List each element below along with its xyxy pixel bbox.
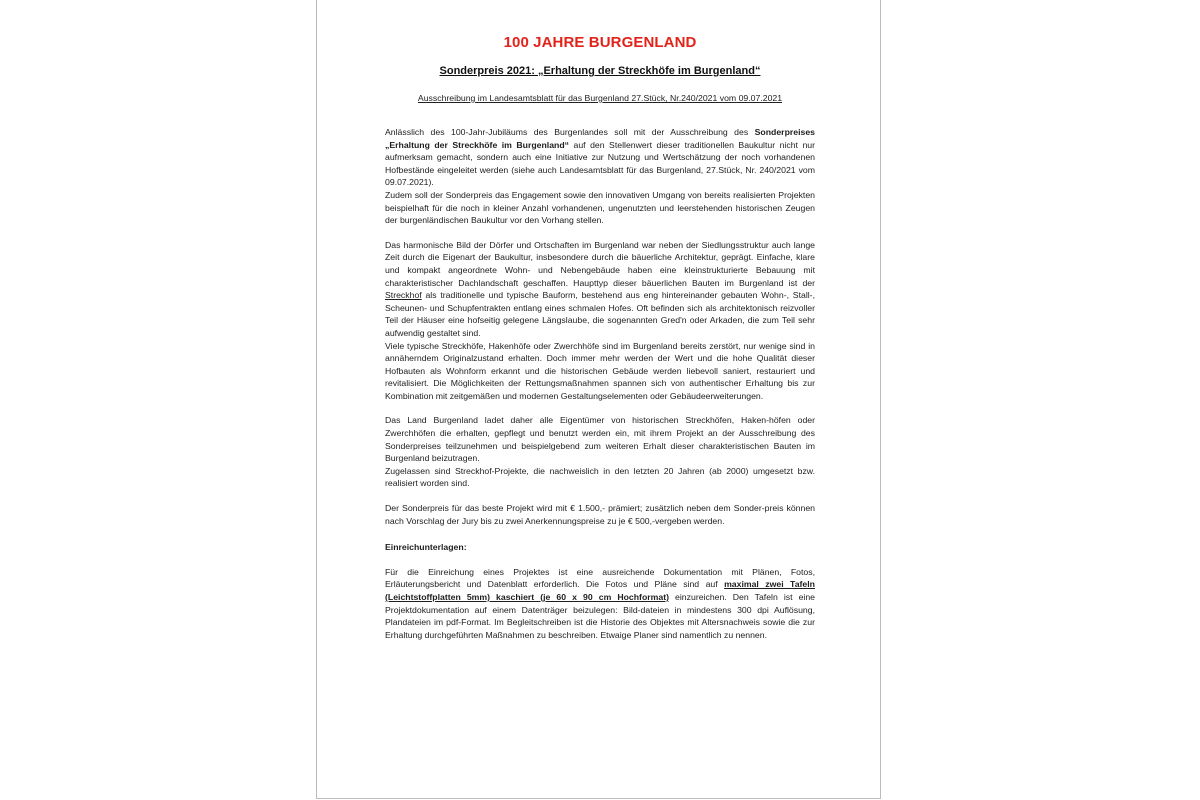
paragraph-architecture-continued: Viele typische Streckhöfe, Hakenhöfe oder Zwerchhöfe sind im Burgenland bereits zerstört, nur wenige sind in annäherndem Originalzustand erhalten. Doch immer mehr werden der Wert und die hohe Qualität dieser Hofbauten als Wohnform erkannt und die historischen Gebäude werden liebevoll saniert, restauriert und revitalisiert. Die Möglichkeiten der Rettungsmaßnahmen spannen sich von authentischer Erhaltung bis zur Kombination mit zeitgemäßen und modernen Gestaltungselementen oder Gebäudeerweiterungen. [385,340,815,401]
document-subtitle: Sonderpreis 2021: „Erhaltung der Streckhöfe im Burgenland“ [439,65,761,77]
paragraph-intro-continued: Zudem soll der Sonderpreis das Engagement sowie den innovativen Umgang von bereits realisierten Projekten beispielhaft für die noch in kleiner Anzahl vorhandenen, ungenutzten und leerstehenden historischen Zeugen der burgenländischen Baukultur vor den Vorhang stellen. [385,189,815,226]
paragraph-text: einzureichen. Den Tafeln ist eine Projektdokumentation auf einem Datenträger beizulegen: Bild-dateien in mindestens 300 dpi Auflösung, Plandateien im pdf-Format. Im Begleitschreiben ist die Historie des Objektes mit Altersnachweis sowie die zur Erhaltung durchgeführten Maßnahmen zu beschreiben. Etwaige Planer sind namentlich zu nennen. [385,592,815,640]
emphasis-underlined-text: maximal zwei Tafeln (Leichtstoffplatten 5mm) kaschiert (je 60 x 90 cm Hochformat) [385,579,815,602]
paragraph-submission [385,566,815,642]
paragraph-text: Für die Einreichung eines Projektes ist eine ausreichende Dokumentation mit Plänen, Fotos, Erläuterungsbericht und Datenblatt erforderlich. Die Fotos und Pläne sind auf [385,566,815,590]
document-page [316,0,881,799]
publication-reference: Ausschreibung im Landesamtsblatt für das Burgenland 27.Stück, Nr.240/2021 vom 09.07.2021 [417,93,783,103]
paragraph-text: als traditionelle und typische Bauform, bestehend aus eng hintereinander gebauten Wohn-, Stall-, Scheunen- und Schupfentrakten entlang eines schmalen Hofes. Oft befinden sich als architektonisch reizvoller Teil der Häuser eine hofseitig gelegene Längslaube, die sogenannten Gred'n oder Arkaden, die zum Teil sehr aufwendig gestaltet sind. [385,290,815,338]
paragraph-text: auf den Stellenwert dieser traditionellen Baukultur nicht nur aufmerksam gemacht, sondern auch eine Initiative zur Nutzung und Wertschätzung der noch vorhandenen Hofbestände eingeleitet werden (siehe auch Landesamtsblatt für das Burgenland, 27.Stück, Nr. 240/2021 vom 09.07.2021). [385,139,815,188]
paragraph-prize: Der Sonderpreis für das beste Projekt wird mit € 1.500,- prämiert; zusätzlich neben dem Sonder-preis können nach Vorschlag der Jury bis zu zwei Anerkennungspreise zu je € 500,-vergeben werden. [385,503,815,526]
section-heading: Einreichunterlagen: [385,542,467,553]
underlined-term: Streckhof [385,290,422,301]
document-title: 100 JAHRE BURGENLAND [503,34,697,51]
paragraph-eligibility: Zugelassen sind Streckhof-Projekte, die nachweislich in den letzten 20 Jahren (ab 2000) umgesetzt bzw. realisiert worden sind. [385,465,815,489]
document-content [385,30,815,641]
paragraph-invitation: Das Land Burgenland ladet daher alle Eigentümer von historischen Streckhöfen, Haken-höfen oder Zwerchhöfen die erhalten, gepflegt und benutzt werden ein, mit ihrem Projekt an der Ausschreibung des Sonderpreises teilzunehmen und beispielgebend zum weiteren Erhalt dieser charakteristischen Bauten im Burgenland beizutragen. [385,415,815,464]
paragraph-text: Das harmonische Bild der Dörfer und Ortschaften im Burgenland war neben der Siedlungsstruktur auch lange Zeit durch die Eigenart der Baukultur, insbesondere durch die bäuerliche Architektur, geprägt. Einfache, klare und kompakt angeordnete Wohn- und Nebengebäude haben eine kleinstrukturierte Bebauung mit charakteristischer Dachlandschaft geschaffen. Haupttyp dieser bäuerlichen Bauten im Burgenland ist der [385,239,815,288]
paragraph-text: Anlässlich des 100-Jahr-Jubiläums des Burgenlandes soll mit der Ausschreibung des [385,127,755,137]
emphasis-text: Sonderpreises „Erhaltung der Streckhöfe im Burgenland“ [385,127,815,150]
paragraph-intro [385,126,815,189]
paragraph-architecture [385,239,815,340]
